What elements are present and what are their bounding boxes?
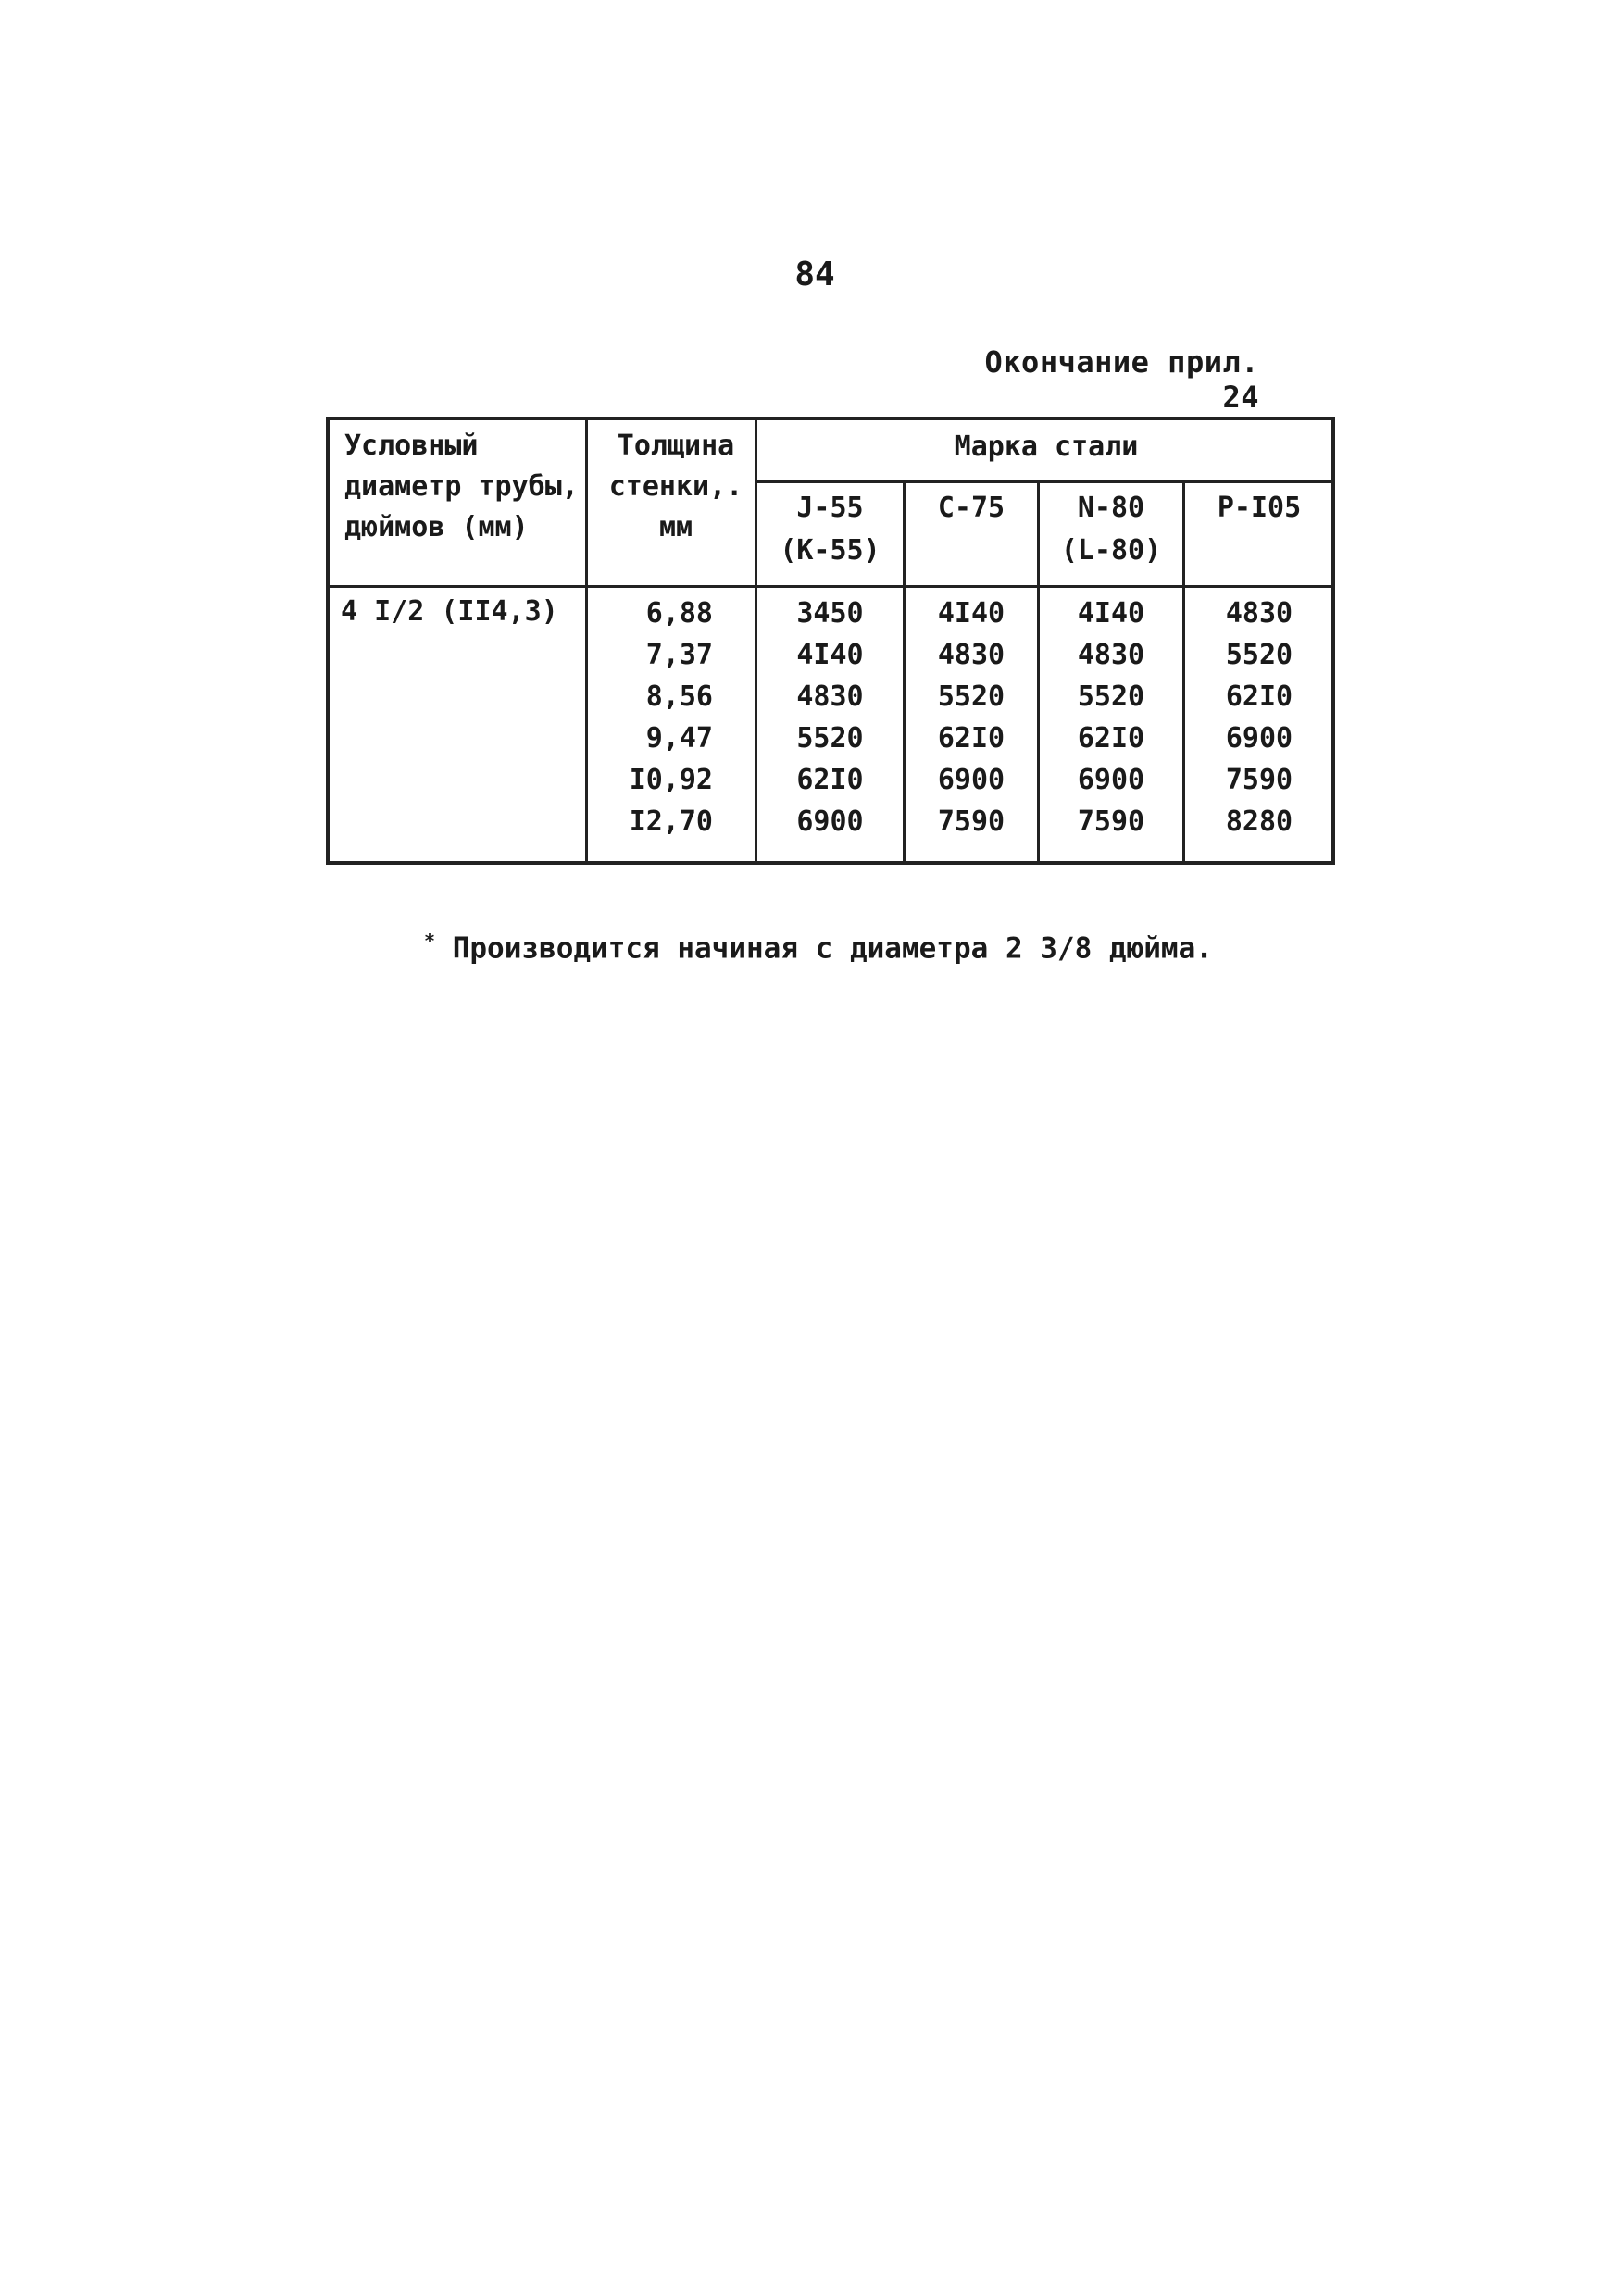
table-cell: 5520	[1077, 680, 1145, 713]
continuation-label: Окончание прил. 24	[984, 344, 1259, 415]
grade-column-j55	[757, 593, 903, 842]
header-steel-grade: Марка стали	[954, 430, 1139, 463]
header-diameter-line: Условный	[344, 430, 479, 462]
thickness-value: I0,92	[629, 764, 713, 796]
table-cell: 62I0	[1077, 722, 1145, 755]
header-thickness-line: мм	[658, 511, 693, 543]
header-thickness-line: Толщина	[617, 430, 735, 462]
header-grade-n80	[1040, 487, 1182, 572]
table-cell: 7590	[1225, 764, 1293, 796]
thickness-value: 7,37	[645, 639, 713, 671]
footnote-mark: *	[424, 930, 436, 952]
table-divider	[585, 418, 588, 863]
table-cell: 62I0	[1225, 680, 1293, 713]
header-grade-line: C-75	[937, 492, 1006, 524]
table-cell: 8280	[1225, 805, 1293, 838]
table-cell: 5520	[796, 722, 864, 755]
thickness-value: 8,56	[645, 680, 713, 713]
footnote-text: Производится начиная с диаметра 2 3/8 дюйма.	[452, 931, 1213, 966]
grade-column-c75	[906, 593, 1037, 842]
table-cell: 4830	[937, 639, 1006, 671]
table-cell: 5520	[1225, 639, 1293, 671]
thickness-column	[593, 593, 713, 842]
header-diameter-line: дюймов (мм)	[344, 511, 529, 543]
table-cell: 6900	[937, 764, 1006, 796]
header-grade-j55	[757, 487, 903, 572]
table-cell: 5520	[937, 680, 1006, 713]
table-cell: 62I0	[796, 764, 864, 796]
header-grade-line: J-55	[796, 492, 864, 524]
table-cell: 6900	[796, 805, 864, 838]
header-thickness-line: стенки,.	[608, 470, 743, 503]
table-cell: 7590	[1077, 805, 1145, 838]
header-grade-p105	[1185, 487, 1333, 530]
table-cell: 62I0	[937, 722, 1006, 755]
header-grade-line: (K-55)	[780, 534, 881, 567]
header-thickness	[593, 426, 759, 548]
header-grade-line: N-80	[1077, 492, 1145, 524]
grade-column-p105	[1185, 593, 1333, 842]
header-diameter	[344, 426, 585, 548]
table-cell: 4I40	[937, 597, 1006, 630]
header-grade-line: P-I05	[1217, 492, 1302, 524]
table-cell: 4I40	[796, 639, 864, 671]
page-number: 84	[794, 256, 835, 293]
table-cell: 4I40	[1077, 597, 1145, 630]
header-diameter-line: диаметр трубы,	[344, 470, 579, 503]
table-cell: 4830	[1225, 597, 1293, 630]
thickness-value: 6,88	[645, 597, 713, 630]
diameter-value: 4 I/2 (II4,3)	[341, 595, 558, 628]
thickness-value: I2,70	[629, 805, 713, 838]
grade-column-n80	[1040, 593, 1182, 842]
header-grade-line: (L-80)	[1060, 534, 1162, 567]
footnote	[424, 930, 1213, 965]
table-cell: 7590	[937, 805, 1006, 838]
table-cell: 3450	[796, 597, 864, 630]
thickness-value: 9,47	[645, 722, 713, 755]
table-divider	[328, 585, 1333, 588]
header-grade-c75	[906, 487, 1037, 530]
table-cell: 4830	[796, 680, 864, 713]
table-cell: 6900	[1077, 764, 1145, 796]
table-cell: 6900	[1225, 722, 1293, 755]
table-cell: 4830	[1077, 639, 1145, 671]
table-divider	[757, 480, 1333, 483]
